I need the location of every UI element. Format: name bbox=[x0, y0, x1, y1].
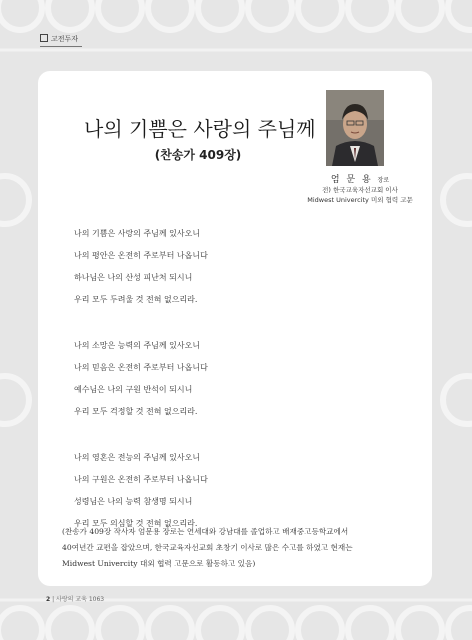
note-line: (찬송가 409장 작사자 엄문용 장로는 연세대와 강남대를 졸업하고 배재중고등학교에서 bbox=[62, 527, 349, 536]
verse-line: 하나님은 나의 산성 피난처 되시니 bbox=[74, 273, 193, 282]
publication-name: | 사랑의 교육 1063 bbox=[52, 596, 105, 603]
stanza-3 bbox=[74, 447, 394, 535]
verse-line: 나의 평안은 온전히 주로부터 나옵니다 bbox=[74, 251, 208, 260]
hymn-title: 나의 기쁨은 사랑의 주님께 bbox=[84, 117, 316, 141]
verse-line: 예수님은 나의 구원 반석이 되시니 bbox=[74, 385, 193, 394]
verse-line: 성령님은 나의 능력 참생명 되시니 bbox=[74, 497, 193, 506]
square-icon bbox=[40, 34, 48, 42]
verse-line: 나의 믿음은 온전히 주로부터 나옵니다 bbox=[74, 363, 208, 372]
author-info bbox=[300, 172, 420, 205]
verse-line: 우리 모두 두려울 것 전혀 없으리라. bbox=[74, 295, 198, 304]
author-affiliation-2: Midwest Univercity 미외 협력 고문 bbox=[307, 196, 413, 204]
author-name-line bbox=[300, 172, 420, 185]
stanza-1 bbox=[74, 223, 394, 311]
author-name: 엄 문 용 bbox=[330, 175, 373, 185]
stanza-2 bbox=[74, 335, 394, 423]
page-number: 2 bbox=[46, 596, 51, 603]
hymn-subtitle: (찬송가 409장) bbox=[154, 148, 242, 162]
verse-line: 우리 모두 걱정할 것 전혀 없으리라. bbox=[74, 407, 198, 416]
note-line: 40여년간 교편을 잡았으며, 한국교육자선교회 초창기 이사로 많은 수고를 하였고 현재는 bbox=[62, 543, 353, 552]
section-tag-label: 고전두자 bbox=[51, 35, 79, 43]
author-photo bbox=[326, 90, 384, 166]
verse-line: 나의 소망은 능력의 주님께 있사오니 bbox=[74, 341, 201, 350]
author-role: 장로 bbox=[377, 177, 390, 184]
verse-line: 나의 기쁨은 사랑의 주님께 있사오니 bbox=[74, 229, 201, 238]
verse-line: 우리 모두 의심할 것 전혀 없으리라. bbox=[74, 519, 198, 528]
hymn-lyrics bbox=[74, 223, 394, 559]
page-footer bbox=[46, 594, 104, 603]
author-note bbox=[62, 524, 412, 572]
verse-line: 나의 구원은 온전히 주로부터 나옵니다 bbox=[74, 475, 208, 484]
section-tag bbox=[40, 32, 82, 47]
note-line: Midwest Univercity 대외 협력 고문으로 활동하고 있음) bbox=[62, 559, 256, 568]
verse-line: 나의 영혼은 전능의 주님께 있사오니 bbox=[74, 453, 201, 462]
author-affiliation-1: 전) 한국교육자선교회 이사 bbox=[322, 186, 398, 194]
